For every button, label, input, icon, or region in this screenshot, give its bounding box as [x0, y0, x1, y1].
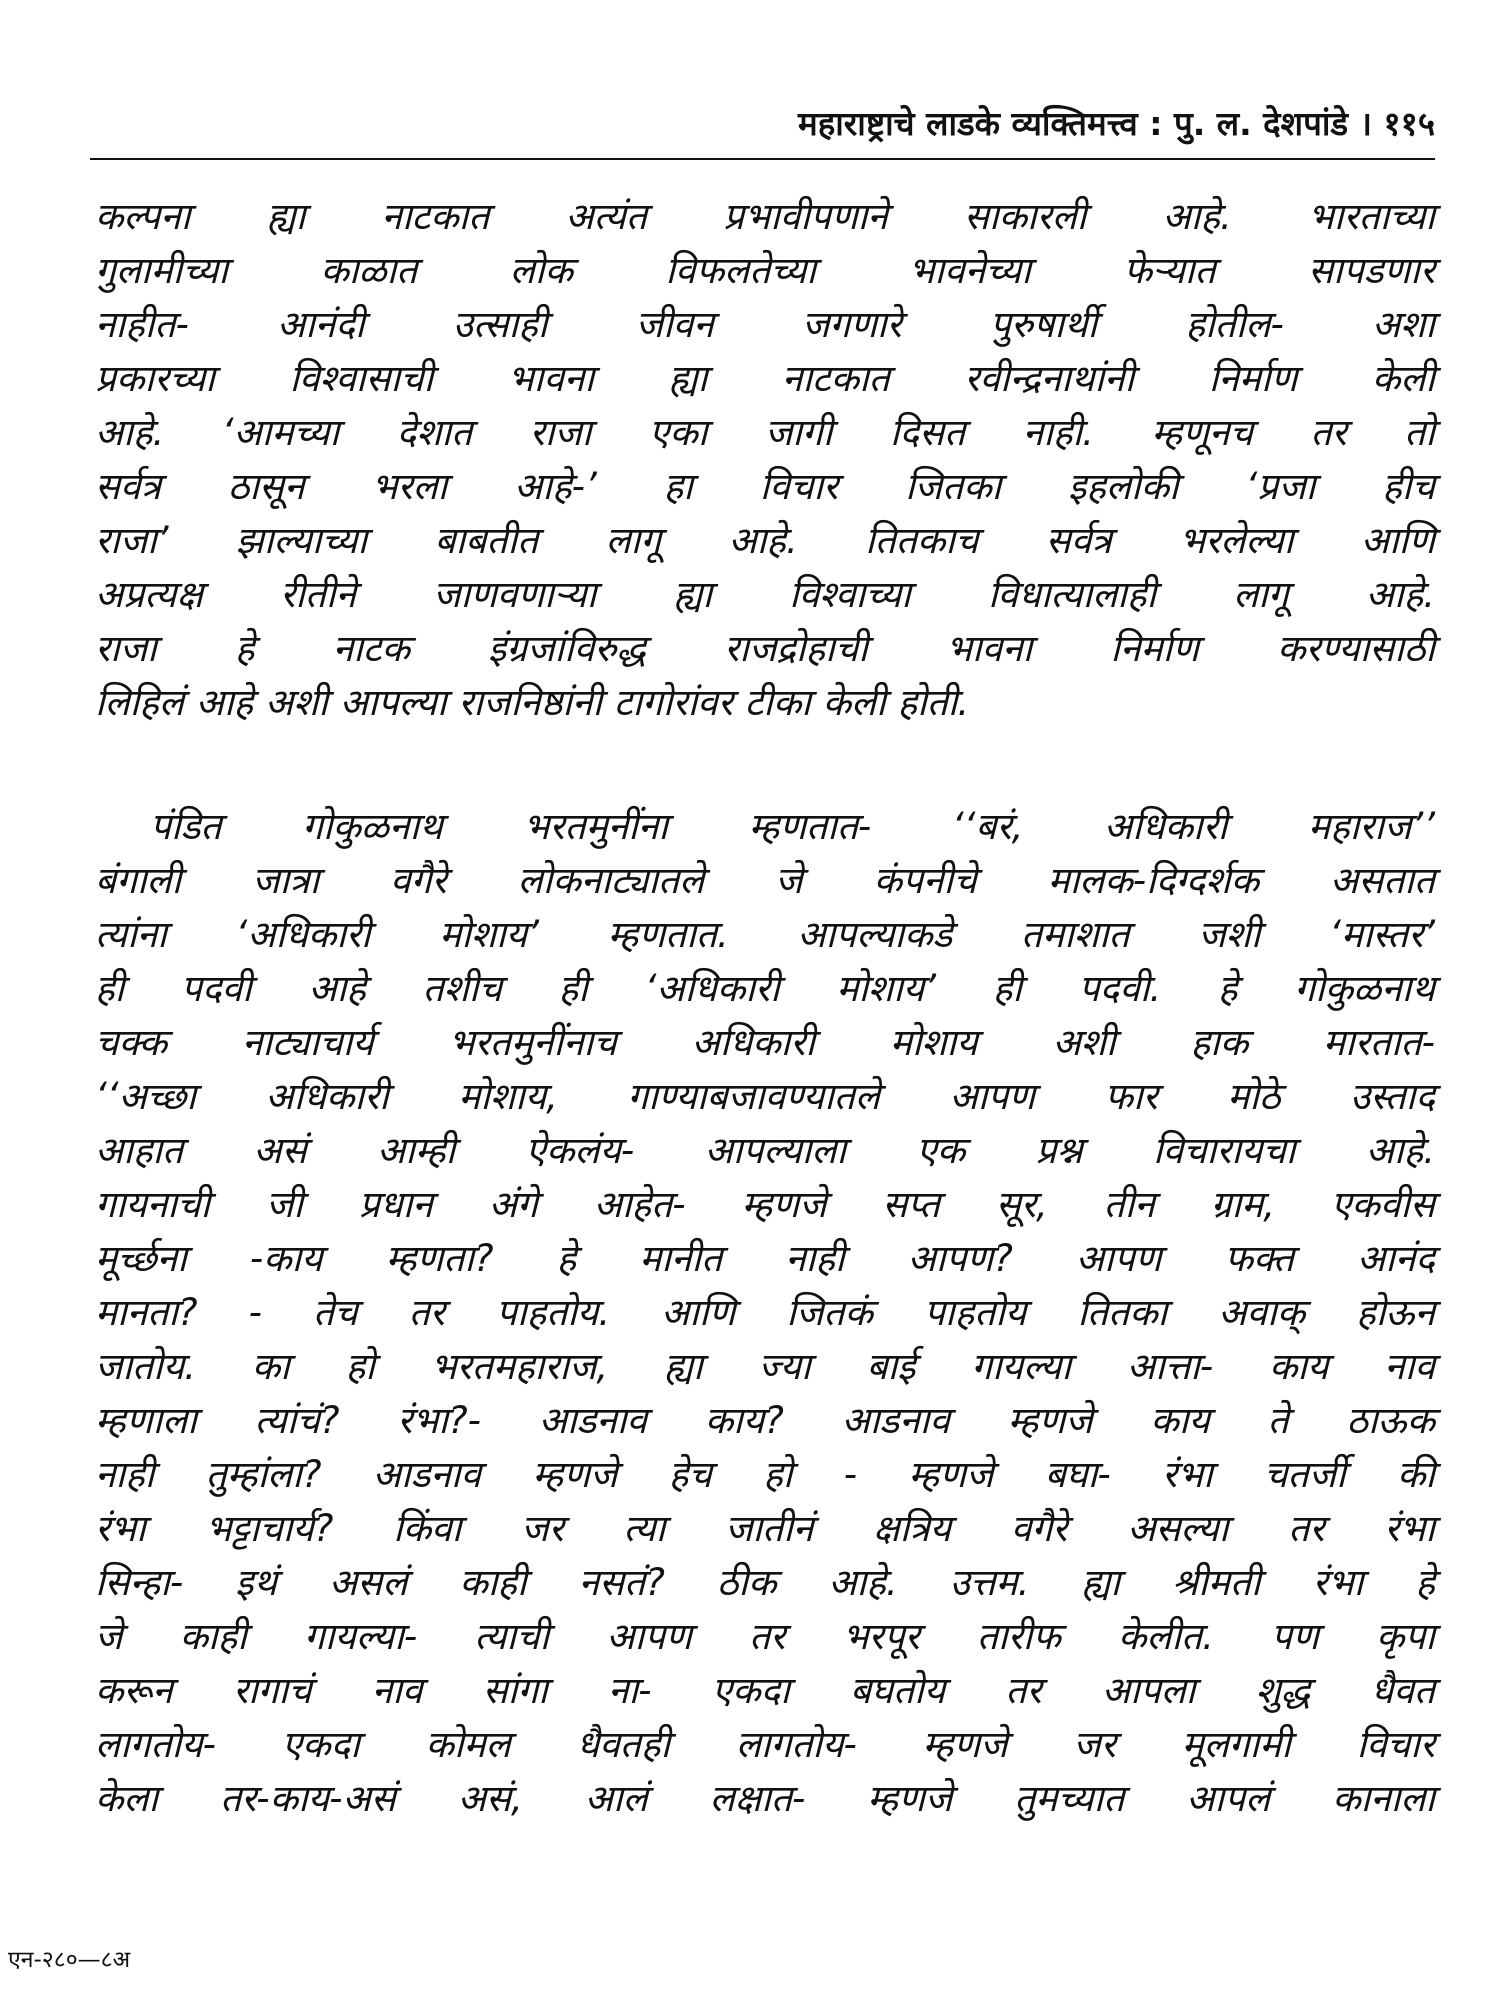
text-line: करून रागाचं नाव सांगा ना- एकदा बघतोय तर आपला शुद्ध धैवत	[95, 1669, 1435, 1712]
header-rule	[90, 158, 1435, 160]
text-line: नाहीत- आनंदी उत्साही जीवन जगणारे पुरुषार्थी होतील- अशा	[95, 303, 1435, 346]
text-line: अप्रत्यक्ष रीतीने जाणवणाऱ्या ह्या विश्वाच्या विधात्यालाही लागू आहे.	[95, 573, 1435, 616]
text-line: ही पदवी आहे तशीच ही ‘अधिकारी मोशाय’ ही पदवी. हे गोकुळनाथ	[95, 967, 1435, 1010]
text-line: आहे. ‘आमच्या देशात राजा एका जागी दिसत नाही. म्हणूनच तर तो	[95, 411, 1435, 454]
text-line: चक्क नाट्याचार्य भरतमुनींनाच अधिकारी मोशाय अशी हाक मारतात-	[95, 1021, 1435, 1064]
text-line: सर्वत्र ठासून भरला आहे-’ हा विचार जितका इहलोकी ‘प्रजा हीच	[95, 465, 1435, 508]
text-line: त्यांना ‘अधिकारी मोशाय’ म्हणतात. आपल्याकडे तमाशात जशी ‘मास्तर’	[95, 913, 1435, 956]
running-title: महाराष्ट्राचे लाडके व्यक्तिमत्त्व : पु. ल. देशपांडे । ११५	[797, 104, 1435, 143]
text-line: ‘‘अच्छा अधिकारी मोशाय, गाण्याबजावण्यातले आपण फार मोठे उस्ताद	[95, 1075, 1435, 1118]
text-line: बंगाली जात्रा वगैरे लोकनाट्यातले जे कंपनीचे मालक-दिग्दर्शक असतात	[95, 859, 1435, 902]
text-line: प्रकारच्या विश्वासाची भावना ह्या नाटकात रवीन्द्रनाथांनी निर्माण केली	[95, 357, 1435, 400]
text-line: गुलामीच्या काळात लोक विफलतेच्या भावनेच्या फेऱ्यात सापडणार	[95, 249, 1435, 292]
text-line: राजा हे नाटक इंग्रजांविरुद्ध राजद्रोहाची भावना निर्माण करण्यासाठी	[95, 627, 1435, 670]
text-line: राजा’ झाल्याच्या बाबतीत लागू आहे. तितकाच सर्वत्र भरलेल्या आणि	[95, 519, 1435, 562]
text-line: नाही तुम्हांला? आडनाव म्हणजे हेच हो - म्हणजे बघा- रंभा चतर्जी की	[95, 1453, 1435, 1496]
text-line: पंडित गोकुळनाथ भरतमुनींना म्हणतात- ‘‘बरं, अधिकारी महाराज’’	[150, 805, 1435, 848]
text-line: रंभा भट्टाचार्य? किंवा जर त्या जातीनं क्षत्रिय वगैरे असल्या तर रंभा	[95, 1507, 1435, 1550]
text-line: लिहिलं आहे अशी आपल्या राजनिष्ठांनी टागोरांवर टीका केली होती.	[95, 681, 970, 724]
text-line: कल्पना ह्या नाटकात अत्यंत प्रभावीपणाने साकारली आहे. भारताच्या	[95, 195, 1435, 238]
text-line: लागतोय- एकदा कोमल धैवतही लागतोय- म्हणजे जर मूलगामी विचार	[95, 1723, 1435, 1766]
text-line: केला तर-काय-असं असं, आलं लक्षात- म्हणजे तुमच्यात आपलं कानाला	[95, 1777, 1435, 1820]
text-line: जे काही गायल्या- त्याची आपण तर भरपूर तारीफ केलीत. पण कृपा	[95, 1615, 1435, 1658]
text-line: मूर्च्छना -काय म्हणता? हे मानीत नाही आपण? आपण फक्त आनंद	[95, 1237, 1435, 1280]
paragraph-1	[95, 190, 1435, 730]
running-header	[90, 92, 1435, 154]
text-line: जातोय. का हो भरतमहाराज, ह्या ज्या बाई गायल्या आत्ता- काय नाव	[95, 1345, 1435, 1388]
text-line: गायनाची जी प्रधान अंगे आहेत- म्हणजे सप्त सूर, तीन ग्राम, एकवीस	[95, 1183, 1435, 1226]
text-line: मानता? - तेच तर पाहतोय. आणि जितकं पाहतोय तितका अवाक् होऊन	[95, 1291, 1435, 1334]
text-line: आहात असं आम्ही ऐकलंय- आपल्याला एक प्रश्न विचारायचा आहे.	[95, 1129, 1435, 1172]
text-line: सिन्हा- इथं असलं काही नसतं? ठीक आहे. उत्तम. ह्या श्रीमती रंभा हे	[95, 1561, 1435, 1604]
printer-signature-code: एन-२८०—८अ	[8, 1947, 131, 1973]
text-line: म्हणाला त्यांचं? रंभा?- आडनाव काय? आडनाव म्हणजे काय ते ठाऊक	[95, 1399, 1435, 1442]
paragraph-2	[95, 800, 1435, 1826]
